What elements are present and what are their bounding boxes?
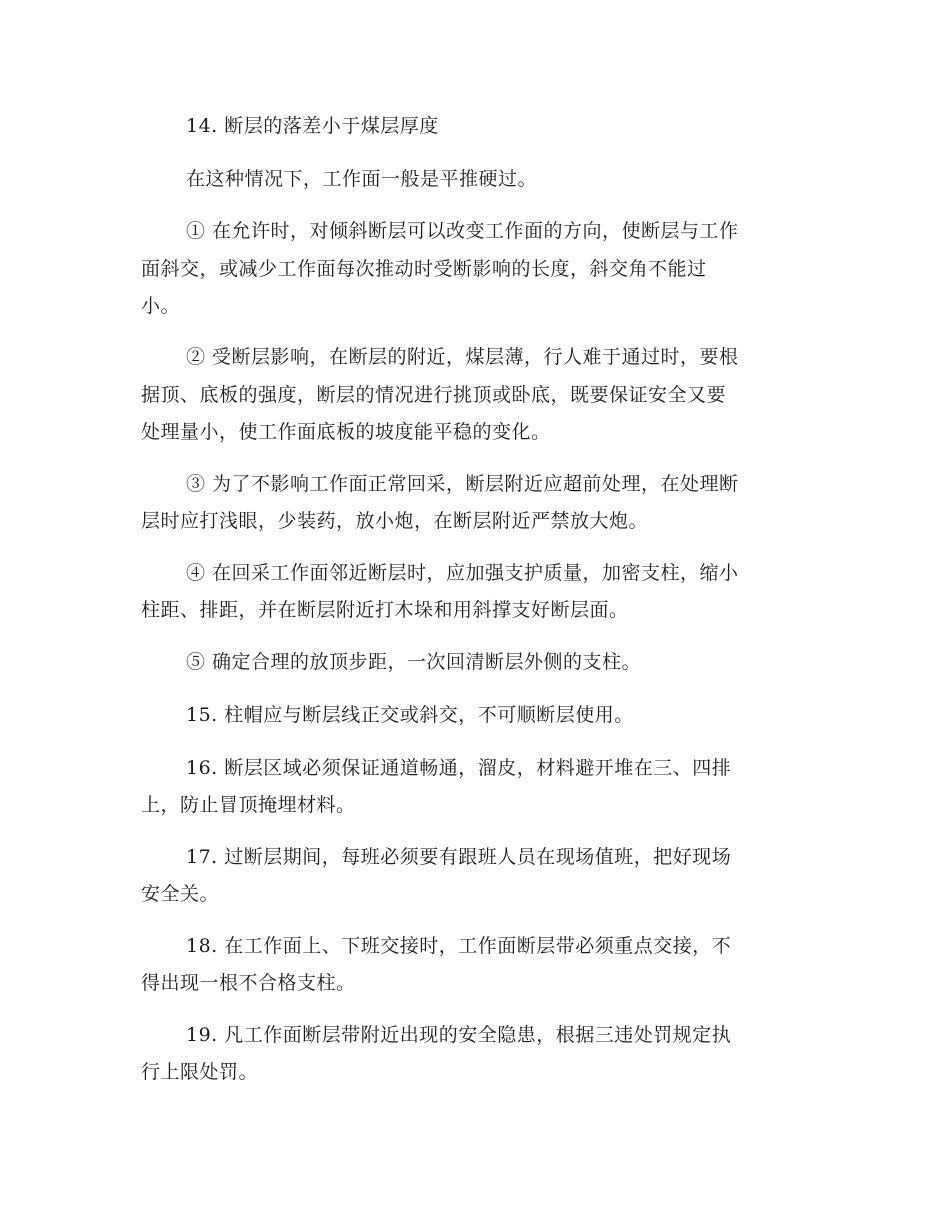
paragraph-line: 小。 [141, 295, 181, 317]
paragraph-line: 安全关。 [141, 883, 220, 905]
paragraph-line: 得出现一根不合格支柱。 [141, 972, 356, 994]
heading-19: 19. 凡工作面断层带附近出现的安全隐患，根据三违处罚规定执 [186, 1024, 732, 1046]
paragraph-line: 面斜交，或减少工作面每次推动时受断影响的长度，斜交角不能过 [141, 258, 707, 280]
paragraph-line: 处理量小，使工作面底板的坡度能平稳的变化。 [141, 421, 551, 443]
paragraph-line: 上，防止冒顶掩埋材料。 [141, 794, 356, 816]
paragraph-line: 在这种情况下，工作面一般是平推硬过。 [186, 168, 538, 190]
heading-16: 16. 断层区域必须保证通道畅通，溜皮，材料避开堆在三、四排 [186, 757, 732, 779]
heading-15: 15. 柱帽应与断层线正交或斜交，不可顺断层使用。 [186, 704, 634, 726]
paragraph-line: ④ 在回采工作面邻近断层时，应加强支护质量，加密支柱，缩小 [186, 562, 739, 584]
paragraph-line: ② 受断层影响，在断层的附近，煤层薄，行人难于通过时，要根 [186, 346, 739, 368]
heading-14: 14. 断层的落差小于煤层厚度 [186, 115, 439, 137]
paragraph-line: 柱距、排距，并在断层附近打木垛和用斜撑支好断层面。 [141, 599, 629, 621]
paragraph-line: 层时应打浅眼，少装药，放小炮，在断层附近严禁放大炮。 [141, 510, 649, 532]
paragraph-line: ⑤ 确定合理的放顶步距，一次回清断层外侧的支柱。 [186, 651, 642, 673]
heading-18: 18. 在工作面上、下班交接时，工作面断层带必须重点交接，不 [186, 935, 732, 957]
paragraph-line: ③ 为了不影响工作面正常回采，断层附近应超前处理，在处理断 [186, 473, 739, 495]
paragraph-line: 据顶、底板的强度，断层的情况进行挑顶或卧底，既要保证安全又要 [141, 384, 727, 406]
heading-17: 17. 过断层期间，每班必须要有跟班人员在现场值班，把好现场 [186, 846, 732, 868]
paragraph-line: 行上限处罚。 [141, 1061, 259, 1083]
paragraph-line: ① 在允许时，对倾斜断层可以改变工作面的方向，使断层与工作 [186, 220, 739, 242]
